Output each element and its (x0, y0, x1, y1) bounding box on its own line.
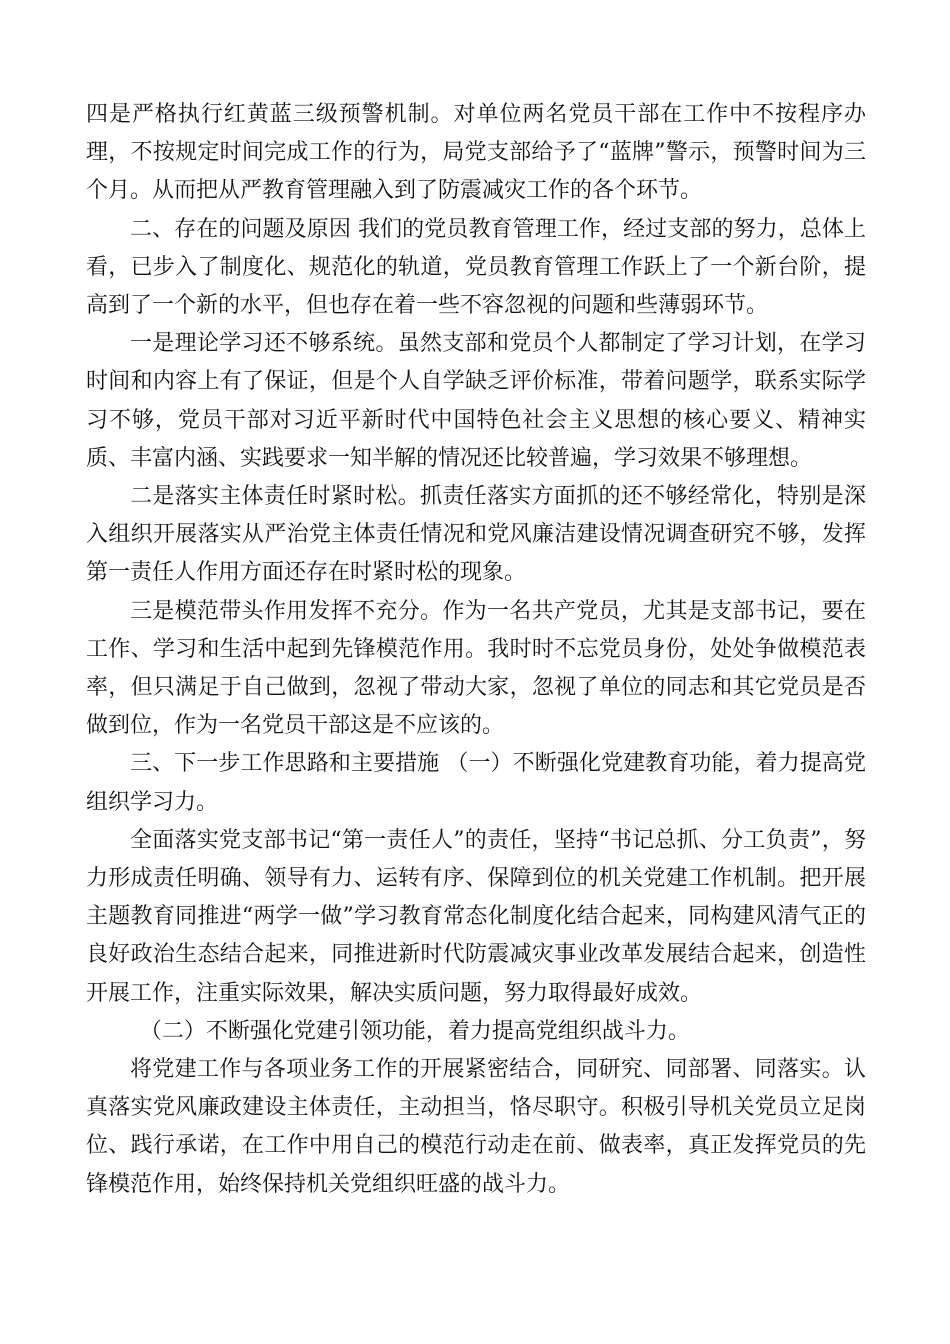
paragraph-subheading-leadership: （二）不断强化党建引领功能，着力提高党组织战斗力。 (139, 1018, 690, 1044)
paragraph-main-responsibility: 二是落实主体责任时紧时松。抓责任落实方面抓的还不够经常化，特别是深入组织开展落实从严治党主体责任情况和党风廉洁建设情况调查研究不够，发挥第一责任人作用方面还存在时紧时松的现象。 (86, 484, 866, 586)
paragraph-next-steps-heading: 三、下一步工作思路和主要措施 （一）不断强化党建教育功能，着力提高党组织学习力。 (86, 751, 866, 815)
paragraph-party-work-integration: 将党建工作与各项业务工作的开展紧密结合，同研究、同部署、同落实。认真落实党风廉政建设主体责任，主动担当，恪尽职守。积极引导机关党员立足岗位、践行承诺，在工作中用自己的模范行动走在前、做表率，真正发挥党员的先锋模范作用，始终保持机关党组织旺盛的战斗力。 (86, 1057, 866, 1197)
paragraph-problems-and-causes: 二、存在的问题及原因 我们的党员教育管理工作，经过支部的努力，总体上看，已步入了制度化、规范化的轨道，党员教育管理工作跃上了一个新台阶，提高到了一个新的水平，但也存在着一些不容忽视的问题和些薄弱环节。 (86, 216, 866, 319)
paragraph-responsibility-implementation: 全面落实党支部书记“第一责任人”的责任，坚持“书记总抓、分工负责”，努力形成责任明确、领导有力、运转有序、保障到位的机关党建工作机制。把开展主题教育同推进“两学一做”学习教育常态化制度化结合起来，同构建风清气正的良好政治生态结合起来，同推进新时代防震减灾事业改革发展结合起来，创造性开展工作，注重实际效果，解决实质问题，努力取得最好成效。 (86, 827, 866, 1006)
paragraph-exemplary-role: 三是模范带头作用发挥不充分。作为一名共产党员，尤其是支部书记，要在工作、学习和生活中起到先锋模范作用。我时时不忘党员身份，处处争做模范表率，但只满足于自己做到，忽视了带动大家，忽视了单位的同志和其它党员是否做到位，作为一名党员干部这是不应该的。 (86, 598, 866, 739)
document-page (86, 96, 866, 1204)
paragraph-theory-study: 一是理论学习还不够系统。虽然支部和党员个人都制定了学习计划，在学习时间和内容上有了保证，但是个人自学缺乏评价标准，带着问题学，联系实际学习不够，党员干部对习近平新时代中国特色社会主义思想的核心要义、精神实质、丰富内涵、实践要求一知半解的情况还比较普遍，学习效果不够理想。 (86, 331, 866, 471)
paragraph-early-warning: 四是严格执行红黄蓝三级预警机制。对单位两名党员干部在工作中不按程序办理，不按规定时间完成工作的行为，局党支部给予了“蓝牌”警示，预警时间为三个月。从而把从严教育管理融入到了防震减灾工作的各个环节。 (86, 102, 866, 204)
